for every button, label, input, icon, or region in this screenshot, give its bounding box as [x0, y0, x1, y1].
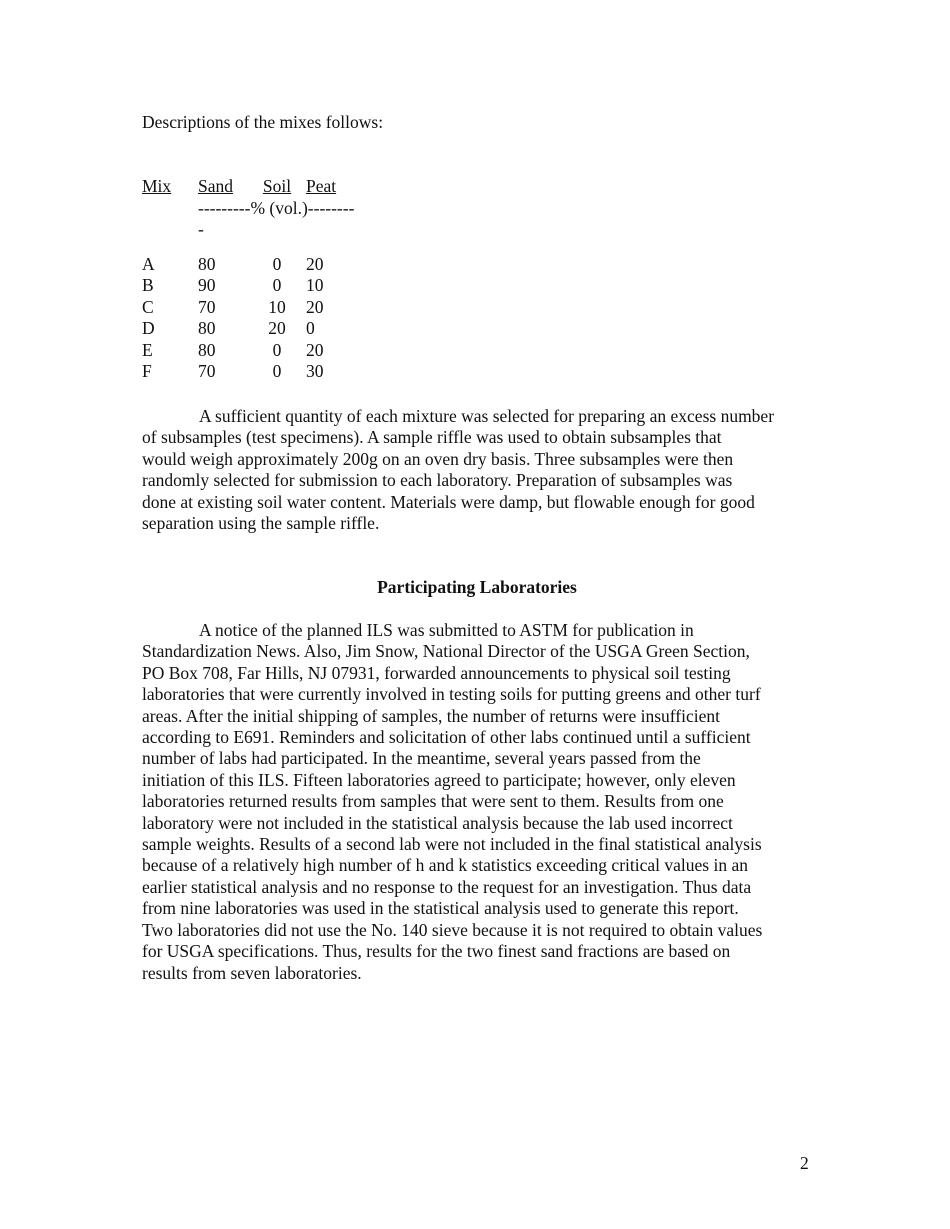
cell-sand: 70 [198, 296, 216, 317]
cell-mix: A [142, 253, 155, 274]
paragraph-line: A sufficient quantity of each mixture was selected for preparing an excess number [199, 406, 775, 426]
mix-composition-table [142, 176, 356, 383]
paragraph-line: sample weights. Results of a second lab were not included in the final statistical analysis [142, 834, 762, 855]
paragraph-line: Two laboratories did not use the No. 140 sieve because it is not required to obtain values [142, 919, 763, 940]
cell-peat: 0 [306, 318, 315, 338]
paragraph-line: done at existing soil water content. Materials were damp, but flowable enough for good [142, 491, 755, 512]
table-row [142, 275, 356, 297]
paragraph-line: results from seven laboratories. [142, 962, 362, 983]
cell-peat: 10 [306, 275, 324, 295]
paragraph-line: A notice of the planned ILS was submitted to ASTM for publication in [199, 620, 694, 640]
header-mix: Mix [142, 176, 172, 196]
paragraph-line: earlier statistical analysis and no response to the request for an investigation. Thus data [142, 876, 752, 897]
cell-mix: B [142, 275, 154, 295]
paragraph-line: for USGA specifications. Thus, results for the two finest sand fractions are based on [142, 941, 731, 962]
cell-soil: 20 [268, 318, 286, 338]
cell-peat: 20 [306, 296, 324, 317]
cell-mix: E [142, 339, 153, 360]
cell-mix: D [142, 318, 155, 338]
table-row [142, 361, 356, 383]
header-peat: Peat [306, 176, 337, 196]
cell-sand: 80 [198, 253, 216, 274]
paragraph-line: from nine laboratories was used in the statistical analysis used to generate this report. [142, 898, 739, 919]
table-row [142, 254, 356, 276]
paragraph-line: laboratories returned results from samples that were sent to them. Results from one [142, 791, 724, 812]
cell-soil: 10 [268, 296, 286, 317]
intro-text: Descriptions of the mixes follows: [142, 112, 384, 132]
cell-mix: C [142, 296, 154, 317]
participating-labs-paragraph [142, 620, 812, 984]
cell-soil: 0 [272, 253, 282, 274]
paragraph-line: areas. After the initial shipping of samples, the number of returns were insufficient [142, 705, 720, 726]
header-sand: Sand [198, 176, 233, 196]
table-row [142, 340, 356, 362]
paragraph-line: laboratory were not included in the statistical analysis because the lab used incorrect [142, 812, 733, 833]
paragraph-line: separation using the sample riffle. [142, 513, 380, 534]
cell-sand: 80 [198, 318, 216, 338]
paragraph-line: of subsamples (test specimens). A sample riffle was used to obtain subsamples that [142, 427, 722, 448]
paragraph-line: laboratories that were currently involved in testing soils for putting greens and other turf [142, 684, 761, 705]
cell-sand: 70 [198, 361, 216, 381]
table-row [142, 318, 356, 340]
paragraph-line: randomly selected for submission to each laboratory. Preparation of subsamples was [142, 470, 733, 491]
cell-soil: 0 [272, 339, 282, 360]
table-header-row [142, 176, 356, 198]
section-heading: Participating Laboratories [377, 577, 577, 597]
cell-peat: 30 [306, 361, 324, 381]
paragraph-line: would weigh approximately 200g on an oven dry basis. Three subsamples were then [142, 448, 734, 469]
paragraph-line: according to E691. Reminders and solicitation of other labs continued until a sufficient [142, 727, 751, 748]
paragraph-line: initiation of this ILS. Fifteen laboratories agreed to participate; however, only eleven [142, 769, 736, 790]
cell-soil: 0 [272, 275, 282, 295]
table-row [142, 297, 356, 319]
paragraph-line: Standardization News. Also, Jim Snow, National Director of the USGA Green Section, [142, 641, 750, 662]
cell-mix: F [142, 361, 152, 381]
paragraph-line: number of labs had participated. In the meantime, several years passed from the [142, 748, 701, 769]
units-label: ---------% (vol.)--------- [198, 197, 355, 239]
cell-sand: 90 [198, 275, 216, 295]
cell-soil: 0 [272, 361, 282, 381]
table-units-row [142, 198, 356, 241]
paragraph-line: PO Box 708, Far Hills, NJ 07931, forwarded announcements to physical soil testing [142, 662, 731, 683]
cell-sand: 80 [198, 339, 216, 360]
mixture-preparation-paragraph [142, 406, 812, 534]
header-soil: Soil [262, 176, 292, 196]
paragraph-line: because of a relatively high number of h and k statistics exceeding critical values in an [142, 855, 748, 876]
cell-peat: 20 [306, 339, 324, 360]
page-number: 2 [800, 1153, 809, 1173]
cell-peat: 20 [306, 253, 324, 274]
